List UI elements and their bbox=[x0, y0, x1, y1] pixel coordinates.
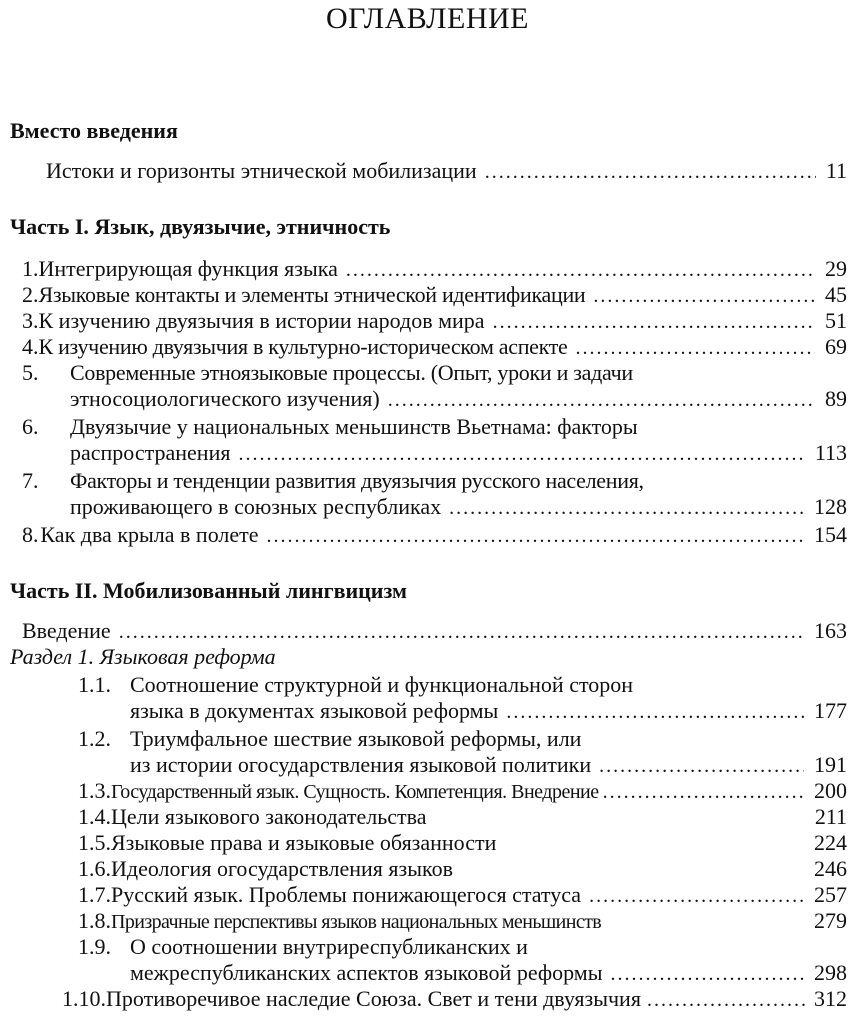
entry-number: 8. bbox=[22, 522, 39, 547]
leader-dots bbox=[610, 961, 804, 987]
entry-number: 1.9. bbox=[78, 934, 111, 959]
toc-entry[interactable] bbox=[22, 522, 847, 548]
entry-title: Истоки и горизонты этнической мобилизации bbox=[46, 158, 477, 183]
toc-entry[interactable] bbox=[78, 672, 847, 724]
leader-dots bbox=[485, 159, 816, 185]
toc-entry[interactable] bbox=[22, 282, 847, 308]
toc-entry[interactable] bbox=[78, 726, 847, 778]
toc-entry[interactable] bbox=[22, 618, 847, 644]
toc-entry[interactable] bbox=[78, 934, 847, 986]
entry-title-continued: проживающего в союзных республиках bbox=[70, 494, 442, 519]
entry-number: 4. bbox=[22, 334, 39, 359]
entry-title: Современные этноязыковые процессы. (Опыт, уроки и задачи bbox=[70, 360, 633, 385]
entry-title: О соотношении внутриреспубликанских и bbox=[130, 934, 528, 959]
leader-dots bbox=[593, 283, 815, 309]
entry-title: Противоречивое наследие Союза. Свет и тени двуязычия bbox=[106, 986, 641, 1011]
entry-page: 29 bbox=[825, 256, 847, 281]
entry-number: 1. bbox=[22, 256, 39, 281]
entry-title: Факторы и тенденции развития двуязычия русского населения, bbox=[70, 468, 644, 493]
entry-number: 5. bbox=[22, 360, 39, 385]
entry-page: 298 bbox=[814, 960, 847, 985]
entry-page: 246 bbox=[814, 856, 847, 881]
toc-entry[interactable] bbox=[46, 158, 847, 184]
entry-title: Соотношение структурной и функциональной сторон bbox=[130, 672, 634, 697]
entry-page: 154 bbox=[814, 522, 847, 547]
entry-page: 163 bbox=[814, 618, 847, 643]
entry-title-continued: межреспубликанских аспектов языковой реформы bbox=[130, 960, 603, 985]
entry-title: Цели языкового законодательства bbox=[111, 804, 427, 829]
leader-dots bbox=[599, 753, 804, 779]
section-heading-part2: Часть II. Мобилизованный лингвицизм bbox=[10, 578, 407, 603]
entry-number: 2. bbox=[22, 282, 39, 307]
toc-entry[interactable] bbox=[22, 468, 847, 520]
entry-number: 1.1. bbox=[78, 672, 111, 697]
entry-number: 1.10. bbox=[62, 986, 106, 1011]
toc-entry[interactable] bbox=[78, 830, 847, 856]
entry-title: Русский язык. Проблемы понижающегося статуса bbox=[111, 882, 582, 907]
entry-page: 200 bbox=[814, 778, 847, 803]
entry-title-continued: распространения bbox=[70, 440, 231, 465]
entry-page: 128 bbox=[814, 494, 847, 519]
leader-dots bbox=[267, 523, 804, 549]
entry-page: 11 bbox=[825, 158, 847, 183]
subsection-heading: Раздел 1. Языковая реформа bbox=[10, 644, 276, 669]
leader-dots bbox=[576, 335, 815, 361]
page-title: ОГЛАВЛЕНИЕ bbox=[326, 2, 529, 35]
entry-title: К изучению двуязычия в истории народов мира bbox=[38, 308, 485, 333]
leader-dots bbox=[493, 309, 815, 335]
entry-title: Как два крыла в полете bbox=[40, 522, 259, 547]
entry-title: Призрачные перспективы языков национальных меньшинств bbox=[111, 911, 602, 933]
section-heading-intro: Вместо введения bbox=[10, 118, 178, 143]
entry-page: 69 bbox=[825, 334, 847, 359]
entry-title: Интегрирующая функция языка bbox=[38, 256, 338, 281]
entry-number: 1.3. bbox=[78, 778, 111, 803]
entry-page: 224 bbox=[814, 830, 847, 855]
leader-dots bbox=[346, 257, 815, 283]
entry-title-continued: языка в документах языковой реформы bbox=[130, 698, 499, 723]
toc-entry[interactable] bbox=[78, 882, 847, 908]
entry-number: 1.7. bbox=[78, 882, 111, 907]
toc-entry[interactable] bbox=[22, 308, 847, 334]
toc-entry[interactable] bbox=[22, 256, 847, 282]
entry-page: 113 bbox=[814, 440, 847, 465]
leader-dots bbox=[119, 619, 804, 645]
toc-entry[interactable] bbox=[78, 804, 847, 830]
entry-title: Идеология огосударствления языков bbox=[111, 856, 453, 881]
leader-dots bbox=[388, 387, 815, 413]
entry-title: Языковые права и языковые обязанности bbox=[111, 830, 497, 855]
leader-dots bbox=[603, 779, 804, 805]
entry-page: 211 bbox=[814, 804, 847, 829]
toc-entry[interactable] bbox=[22, 334, 847, 360]
entry-title: Государственный язык. Сущность. Компетенция. Внедрение bbox=[111, 781, 599, 803]
entry-number: 6. bbox=[22, 414, 39, 439]
entry-page: 279 bbox=[814, 908, 847, 933]
entry-title-continued: этносоциологического изучения) bbox=[70, 386, 380, 411]
entry-number: 1.2. bbox=[78, 726, 111, 751]
entry-number: 1.8. bbox=[78, 908, 111, 933]
entry-number: 1.5. bbox=[78, 830, 111, 855]
entry-page: 177 bbox=[814, 698, 847, 723]
entry-title: Двуязычие у национальных меньшинств Вьетнама: факторы bbox=[70, 414, 638, 439]
entry-title: Введение bbox=[22, 618, 111, 643]
toc-entry[interactable] bbox=[78, 856, 847, 882]
entry-number: 3. bbox=[22, 308, 39, 333]
entry-title: Языковые контакты и элементы этнической идентификации bbox=[38, 282, 586, 307]
entry-number: 7. bbox=[22, 468, 39, 493]
entry-page: 257 bbox=[814, 882, 847, 907]
entry-number: 1.4. bbox=[78, 804, 111, 829]
entry-page: 191 bbox=[814, 752, 847, 777]
leader-dots bbox=[506, 699, 804, 725]
entry-page: 45 bbox=[825, 282, 847, 307]
leader-dots bbox=[449, 495, 804, 521]
entry-title: Триумфальное шествие языковой реформы, или bbox=[130, 726, 582, 751]
section-heading-part1: Часть I. Язык, двуязычие, этничность bbox=[10, 214, 391, 239]
toc-entry[interactable] bbox=[62, 986, 847, 1012]
leader-dots bbox=[238, 441, 804, 467]
entry-page: 89 bbox=[825, 386, 847, 411]
entry-title-continued: из истории огосударствления языковой политики bbox=[130, 752, 592, 777]
leader-dots bbox=[647, 987, 806, 1013]
toc-entry[interactable] bbox=[78, 778, 847, 804]
entry-title: К изучению двуязычия в культурно-историческом аспекте bbox=[38, 334, 568, 359]
toc-entry[interactable] bbox=[78, 908, 847, 934]
toc-entry[interactable] bbox=[22, 360, 847, 412]
entry-number: 1.6. bbox=[78, 856, 111, 881]
entry-page: 312 bbox=[814, 986, 847, 1011]
entry-page: 51 bbox=[825, 308, 847, 333]
toc-entry[interactable] bbox=[22, 414, 847, 466]
leader-dots bbox=[589, 883, 804, 909]
